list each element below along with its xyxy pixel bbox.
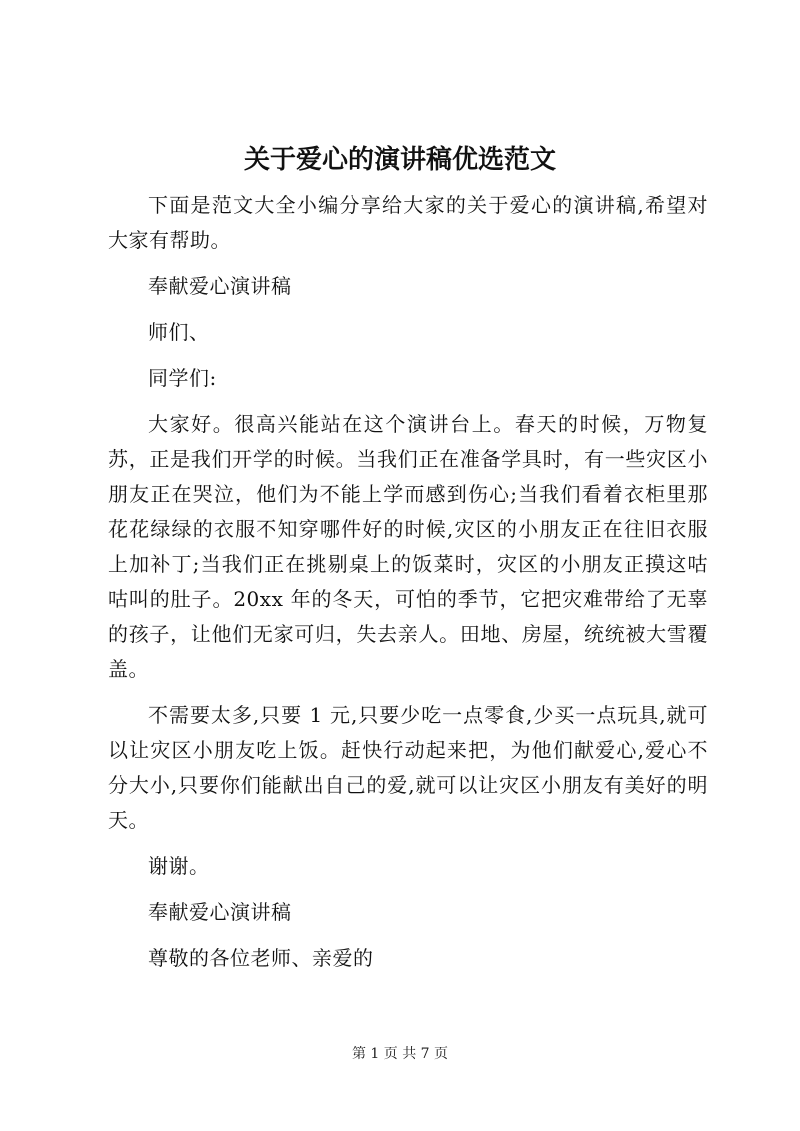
page-footer: 第 1 页 共 7 页 (351, 1046, 449, 1062)
paragraph-salutation-2: 尊敬的各位老师、亲爱的 (148, 946, 374, 970)
document-title: 关于爱心的演讲稿优选范文 (243, 145, 556, 175)
paragraph-salutation-teachers: 师们、 (148, 320, 210, 344)
paragraph-appeal: 不需要太多,只要 1 元,只要少吃一点零食,少买一点玩具,就可以让灾区小朋友吃上饭。赶快行动起来把，为他们献爱心,爱心不分大小,只要你们能献出自己的爱,就可以让灾区小朋友有美好的明天。 (108, 703, 708, 832)
paragraph-thanks: 谢谢。 (148, 854, 210, 878)
paragraph-heading-1: 奉献爱心演讲稿 (148, 274, 292, 298)
document-body (108, 188, 708, 976)
paragraph-heading-2: 奉献爱心演讲稿 (148, 900, 292, 924)
paragraph-main: 大家好。很高兴能站在这个演讲台上。春天的时候，万物复苏，正是我们开学的时候。当我们正在准备学具时，有一些灾区小朋友正在哭泣，他们为不能上学而感到伤心;当我们看着衣柜里那花花绿绿的衣服不知穿哪件好的时候,灾区的小朋友正在往旧衣服上加补丁;当我们正在挑剔桌上的饭菜时，灾区的小朋友正摸这咕咕叫的肚子。20xx 年的冬天，可怕的季节，它把灾难带给了无辜的孩子，让他们无家可归，失去亲人。田地、房屋，统统被大雪覆盖。 (108, 412, 708, 681)
paragraph-salutation-students: 同学们: (148, 366, 217, 390)
paragraph-intro: 下面是范文大全小编分享给大家的关于爱心的演讲稿,希望对大家有帮助。 (108, 193, 708, 252)
